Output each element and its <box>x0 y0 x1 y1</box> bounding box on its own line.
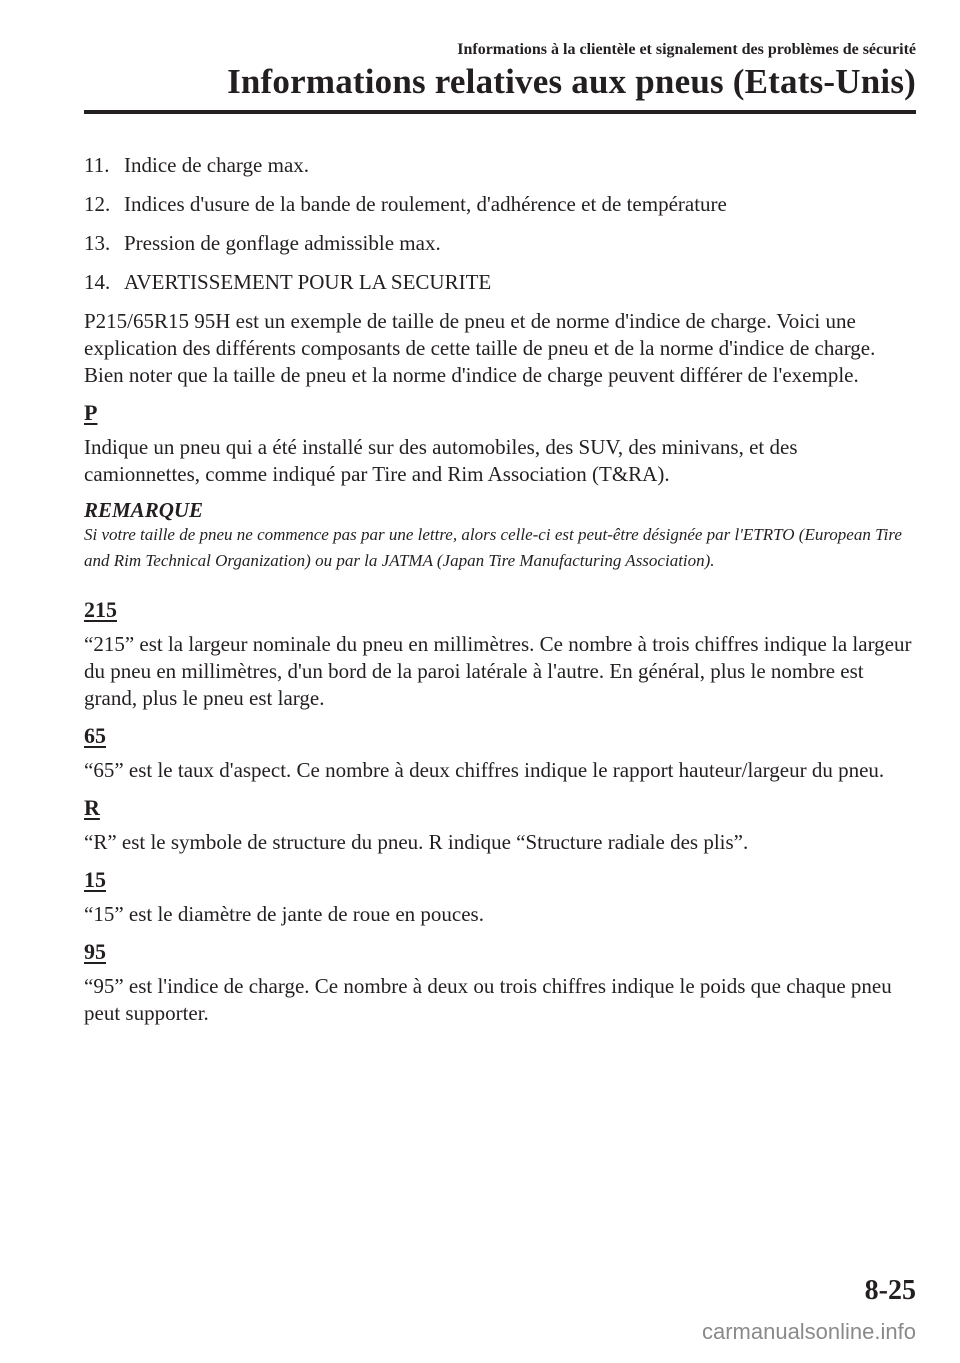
list-item-text: AVERTISSEMENT POUR LA SECURITE <box>124 270 492 294</box>
note-text: Si votre taille de pneu ne commence pas par une lettre, alors celle-ci est peut-être désignée par l'ETRTO (European Tire and Rim Technical Organization) ou par la JATMA (Japan Tire Manufacturing Association). <box>84 525 902 570</box>
paragraph-95: “95” est l'indice de charge. Ce nombre à deux ou trois chiffres indique le poids que chaque pneu peut supporter. <box>84 974 892 1025</box>
heading-15: 15 <box>84 867 106 892</box>
page-title: Informations relatives aux pneus (Etats-Unis) <box>227 62 916 101</box>
paragraph-215: “215” est la largeur nominale du pneu en millimètres. Ce nombre à trois chiffres indique la largeur du pneu en millimètres, d'un bord de la paroi latérale à l'autre. En général, plus le nombre est grand, plus le pneu est large. <box>84 632 912 710</box>
page-header <box>84 40 916 102</box>
watermark-site: carmanualsonline.info <box>701 1319 916 1344</box>
list-item-text: Pression de gonflage admissible max. <box>124 231 441 255</box>
intro-paragraph: P215/65R15 95H est un exemple de taille de pneu et de norme d'indice de charge. Voici une explication des différents composants de cette taille de pneu et de la norme d'indice de charge. Bien noter que la taille de pneu et la norme d'indice de charge peuvent différer de l'exemple. <box>84 309 876 387</box>
list-item-number: 14. <box>84 270 111 294</box>
paragraph-65: “65” est le taux d'aspect. Ce nombre à deux chiffres indique le rapport hauteur/largeur du pneu. <box>84 758 885 782</box>
paragraph-p: Indique un pneu qui a été installé sur des automobiles, des SUV, des minivans, et des camionnettes, comme indiqué par Tire and Rim Association (T&RA). <box>84 435 798 486</box>
list-item-number: 13. <box>84 231 111 255</box>
section-title: Informations à la clientèle et signalement des problèmes de sécurité <box>457 41 916 58</box>
heading-215: 215 <box>84 597 117 622</box>
note-title: REMARQUE <box>84 498 204 522</box>
heading-95: 95 <box>84 939 106 964</box>
page-number: 8-25 <box>864 1275 916 1306</box>
list-item-text: Indice de charge max. <box>124 153 310 177</box>
list-item <box>84 152 916 179</box>
list-item <box>84 230 916 257</box>
paragraph-r: “R” est le symbole de structure du pneu. R indique “Structure radiale des plis”. <box>84 830 749 854</box>
list-item-number: 12. <box>84 192 111 216</box>
paragraph-15: “15” est le diamètre de jante de roue en pouces. <box>84 902 484 926</box>
list-item-number: 11. <box>84 153 110 177</box>
heading-r: R <box>84 795 100 820</box>
heading-p: P <box>84 400 98 425</box>
heading-65: 65 <box>84 723 106 748</box>
list-item <box>84 191 916 218</box>
list-item <box>84 269 916 296</box>
list-item-text: Indices d'usure de la bande de roulement, d'adhérence et de température <box>124 192 727 216</box>
main-content <box>84 152 916 1037</box>
header-divider <box>84 110 916 114</box>
